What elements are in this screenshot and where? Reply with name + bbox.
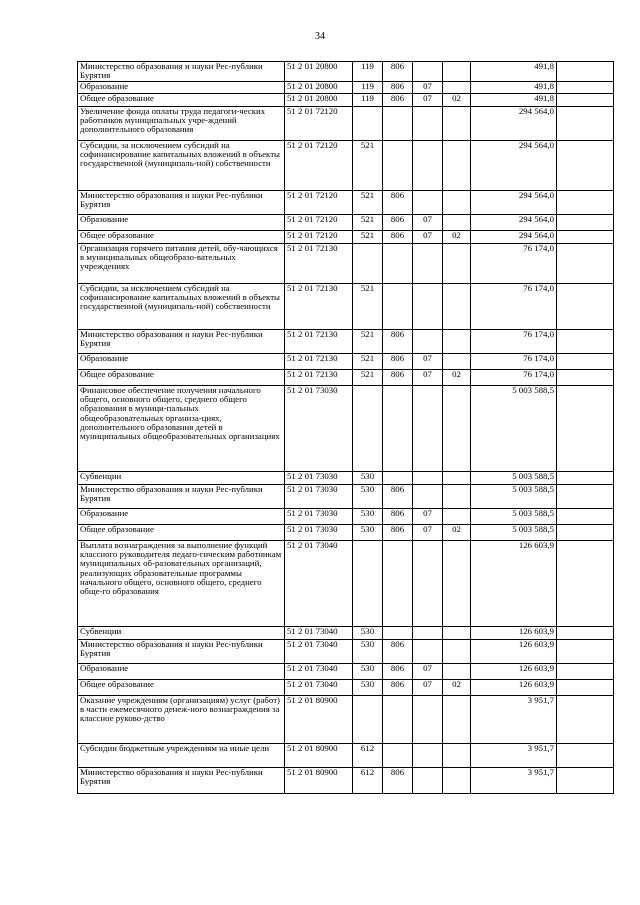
empty-cell bbox=[557, 768, 614, 794]
target-article-code-cell: 51 2 01 73040 bbox=[285, 541, 353, 627]
section-code-cell bbox=[413, 386, 443, 472]
expense-type-code-cell: 530 bbox=[353, 627, 383, 640]
empty-cell bbox=[557, 330, 614, 354]
table-row bbox=[78, 664, 614, 680]
administrator-code-cell bbox=[383, 696, 413, 744]
subsection-code-cell bbox=[443, 696, 471, 744]
table-row bbox=[78, 680, 614, 696]
target-article-code-cell: 51 2 01 72120 bbox=[285, 107, 353, 141]
target-article-code-cell: 51 2 01 80900 bbox=[285, 696, 353, 744]
target-article-code-cell: 51 2 01 72120 bbox=[285, 231, 353, 244]
item-name-cell: Министерство образования и науки Рес-публики Бурятия bbox=[78, 330, 285, 354]
target-article-code-cell: 51 2 01 73030 bbox=[285, 509, 353, 525]
amount-cell: 294 564,0 bbox=[471, 231, 557, 244]
table-row bbox=[78, 370, 614, 386]
subsection-code-cell bbox=[443, 627, 471, 640]
section-code-cell bbox=[413, 284, 443, 330]
administrator-code-cell: 806 bbox=[383, 215, 413, 231]
item-name-cell: Образование bbox=[78, 82, 285, 94]
item-name-cell: Общее образование bbox=[78, 680, 285, 696]
subsection-code-cell bbox=[443, 191, 471, 215]
subsection-code-cell bbox=[443, 107, 471, 141]
administrator-code-cell: 806 bbox=[383, 231, 413, 244]
expense-type-code-cell: 530 bbox=[353, 472, 383, 485]
amount-cell: 76 174,0 bbox=[471, 370, 557, 386]
amount-cell: 491,8 bbox=[471, 82, 557, 94]
subsection-code-cell: 02 bbox=[443, 94, 471, 107]
administrator-code-cell bbox=[383, 472, 413, 485]
empty-cell bbox=[557, 62, 614, 82]
target-article-code-cell: 51 2 01 73040 bbox=[285, 640, 353, 664]
empty-cell bbox=[557, 541, 614, 627]
table-body bbox=[78, 62, 614, 794]
amount-cell: 3 951,7 bbox=[471, 768, 557, 794]
expense-type-code-cell: 521 bbox=[353, 141, 383, 191]
empty-cell bbox=[557, 244, 614, 284]
administrator-code-cell bbox=[383, 627, 413, 640]
table-row bbox=[78, 472, 614, 485]
section-code-cell bbox=[413, 696, 443, 744]
empty-cell bbox=[557, 231, 614, 244]
section-code-cell: 07 bbox=[413, 525, 443, 541]
empty-cell bbox=[557, 640, 614, 664]
amount-cell: 126 603,9 bbox=[471, 680, 557, 696]
item-name-cell: Министерство образования и науки Рес-публики Бурятия bbox=[78, 62, 285, 82]
target-article-code-cell: 51 2 01 80900 bbox=[285, 744, 353, 768]
table-row bbox=[78, 640, 614, 664]
table-row bbox=[78, 231, 614, 244]
expense-type-code-cell: 521 bbox=[353, 231, 383, 244]
item-name-cell: Оказание учреждениям (организациям) услуг (работ) в части ежемесячного денеж-ного вознаграждения за классное руково-дство bbox=[78, 696, 285, 744]
item-name-cell: Субвенции bbox=[78, 472, 285, 485]
target-article-code-cell: 51 2 01 80900 bbox=[285, 768, 353, 794]
administrator-code-cell: 806 bbox=[383, 525, 413, 541]
subsection-code-cell: 02 bbox=[443, 525, 471, 541]
subsection-code-cell bbox=[443, 141, 471, 191]
subsection-code-cell bbox=[443, 485, 471, 509]
amount-cell: 76 174,0 bbox=[471, 244, 557, 284]
target-article-code-cell: 51 2 01 73030 bbox=[285, 472, 353, 485]
amount-cell: 76 174,0 bbox=[471, 284, 557, 330]
target-article-code-cell: 51 2 01 72130 bbox=[285, 330, 353, 354]
empty-cell bbox=[557, 215, 614, 231]
empty-cell bbox=[557, 525, 614, 541]
subsection-code-cell bbox=[443, 244, 471, 284]
subsection-code-cell bbox=[443, 472, 471, 485]
item-name-cell: Организация горячего питания детей, обу-чающихся в муниципальных общеобразо-вательных учреждениях bbox=[78, 244, 285, 284]
administrator-code-cell bbox=[383, 107, 413, 141]
target-article-code-cell: 51 2 01 73040 bbox=[285, 627, 353, 640]
section-code-cell: 07 bbox=[413, 94, 443, 107]
target-article-code-cell: 51 2 01 20800 bbox=[285, 94, 353, 107]
subsection-code-cell bbox=[443, 640, 471, 664]
amount-cell: 294 564,0 bbox=[471, 191, 557, 215]
subsection-code-cell: 02 bbox=[443, 370, 471, 386]
item-name-cell: Субвенции bbox=[78, 627, 285, 640]
item-name-cell: Министерство образования и науки Рес-публики Бурятия bbox=[78, 191, 285, 215]
expense-type-code-cell: 521 bbox=[353, 370, 383, 386]
section-code-cell bbox=[413, 627, 443, 640]
subsection-code-cell bbox=[443, 768, 471, 794]
item-name-cell: Образование bbox=[78, 509, 285, 525]
item-name-cell: Министерство образования и науки Рес-публики Бурятия bbox=[78, 640, 285, 664]
table-row bbox=[78, 525, 614, 541]
administrator-code-cell: 806 bbox=[383, 330, 413, 354]
administrator-code-cell bbox=[383, 141, 413, 191]
target-article-code-cell: 51 2 01 73030 bbox=[285, 525, 353, 541]
amount-cell: 491,8 bbox=[471, 94, 557, 107]
item-name-cell: Субсидии, за исключением субсидий на софинансирование капитальных вложений в объекты государственной (муниципаль-ной) собственности bbox=[78, 284, 285, 330]
administrator-code-cell bbox=[383, 541, 413, 627]
empty-cell bbox=[557, 284, 614, 330]
amount-cell: 5 003 588,5 bbox=[471, 525, 557, 541]
expense-type-code-cell: 530 bbox=[353, 485, 383, 509]
section-code-cell bbox=[413, 191, 443, 215]
table-row bbox=[78, 284, 614, 330]
item-name-cell: Общее образование bbox=[78, 231, 285, 244]
table-row bbox=[78, 94, 614, 107]
expense-type-code-cell: 119 bbox=[353, 82, 383, 94]
section-code-cell bbox=[413, 472, 443, 485]
administrator-code-cell bbox=[383, 386, 413, 472]
target-article-code-cell: 51 2 01 72130 bbox=[285, 370, 353, 386]
empty-cell bbox=[557, 696, 614, 744]
table-row bbox=[78, 509, 614, 525]
expense-type-code-cell: 530 bbox=[353, 509, 383, 525]
amount-cell: 491,8 bbox=[471, 62, 557, 82]
table-row bbox=[78, 330, 614, 354]
table-row bbox=[78, 191, 614, 215]
item-name-cell: Финансовое обеспечение получения начального общего, основного общего, среднего общего образования в муници-пальных общеобразовательных организа-циях, дополнительного образования детей в муниципальных общеобразовательных организациях bbox=[78, 386, 285, 472]
target-article-code-cell: 51 2 01 72120 bbox=[285, 215, 353, 231]
empty-cell bbox=[557, 191, 614, 215]
amount-cell: 126 603,9 bbox=[471, 627, 557, 640]
item-name-cell: Образование bbox=[78, 664, 285, 680]
administrator-code-cell bbox=[383, 244, 413, 284]
administrator-code-cell: 806 bbox=[383, 191, 413, 215]
section-code-cell bbox=[413, 330, 443, 354]
expense-type-code-cell: 119 bbox=[353, 62, 383, 82]
administrator-code-cell: 806 bbox=[383, 94, 413, 107]
subsection-code-cell bbox=[443, 744, 471, 768]
subsection-code-cell bbox=[443, 215, 471, 231]
amount-cell: 5 003 588,5 bbox=[471, 472, 557, 485]
expense-type-code-cell: 521 bbox=[353, 191, 383, 215]
expense-type-code-cell bbox=[353, 386, 383, 472]
subsection-code-cell: 02 bbox=[443, 680, 471, 696]
subsection-code-cell bbox=[443, 664, 471, 680]
empty-cell bbox=[557, 107, 614, 141]
target-article-code-cell: 51 2 01 73030 bbox=[285, 386, 353, 472]
empty-cell bbox=[557, 509, 614, 525]
table-row bbox=[78, 354, 614, 370]
section-code-cell bbox=[413, 141, 443, 191]
administrator-code-cell: 806 bbox=[383, 62, 413, 82]
item-name-cell: Общее образование bbox=[78, 94, 285, 107]
table-row bbox=[78, 82, 614, 94]
amount-cell: 294 564,0 bbox=[471, 141, 557, 191]
item-name-cell: Образование bbox=[78, 354, 285, 370]
table-row bbox=[78, 244, 614, 284]
section-code-cell: 07 bbox=[413, 664, 443, 680]
amount-cell: 126 603,9 bbox=[471, 640, 557, 664]
target-article-code-cell: 51 2 01 72130 bbox=[285, 354, 353, 370]
expense-type-code-cell bbox=[353, 244, 383, 284]
amount-cell: 294 564,0 bbox=[471, 215, 557, 231]
amount-cell: 126 603,9 bbox=[471, 541, 557, 627]
section-code-cell: 07 bbox=[413, 354, 443, 370]
administrator-code-cell: 806 bbox=[383, 509, 413, 525]
subsection-code-cell bbox=[443, 284, 471, 330]
amount-cell: 5 003 588,5 bbox=[471, 485, 557, 509]
section-code-cell: 07 bbox=[413, 82, 443, 94]
amount-cell: 5 003 588,5 bbox=[471, 509, 557, 525]
empty-cell bbox=[557, 680, 614, 696]
section-code-cell bbox=[413, 62, 443, 82]
empty-cell bbox=[557, 370, 614, 386]
section-code-cell bbox=[413, 541, 443, 627]
administrator-code-cell: 806 bbox=[383, 82, 413, 94]
empty-cell bbox=[557, 82, 614, 94]
section-code-cell: 07 bbox=[413, 370, 443, 386]
subsection-code-cell bbox=[443, 82, 471, 94]
subsection-code-cell bbox=[443, 330, 471, 354]
expense-type-code-cell: 521 bbox=[353, 330, 383, 354]
empty-cell bbox=[557, 744, 614, 768]
table-row bbox=[78, 386, 614, 472]
item-name-cell: Образование bbox=[78, 215, 285, 231]
target-article-code-cell: 51 2 01 72120 bbox=[285, 191, 353, 215]
expense-type-code-cell bbox=[353, 541, 383, 627]
subsection-code-cell bbox=[443, 509, 471, 525]
empty-cell bbox=[557, 386, 614, 472]
section-code-cell: 07 bbox=[413, 215, 443, 231]
expense-type-code-cell: 612 bbox=[353, 768, 383, 794]
item-name-cell: Субсидии бюджетным учреждениям на иные цели bbox=[78, 744, 285, 768]
expense-type-code-cell: 521 bbox=[353, 284, 383, 330]
target-article-code-cell: 51 2 01 73040 bbox=[285, 680, 353, 696]
amount-cell: 76 174,0 bbox=[471, 354, 557, 370]
table-row bbox=[78, 696, 614, 744]
administrator-code-cell: 806 bbox=[383, 768, 413, 794]
item-name-cell: Общее образование bbox=[78, 525, 285, 541]
item-name-cell: Министерство образования и науки Рес-публики Бурятия bbox=[78, 768, 285, 794]
expense-type-code-cell: 530 bbox=[353, 680, 383, 696]
item-name-cell: Выплата вознаграждения за выполнение функций классного руководителя педаго-гическим работникам муниципальных об-разовательных организаций, реализующих образовательные программы начального общего, основного общего, среднего обще-го образования bbox=[78, 541, 285, 627]
section-code-cell bbox=[413, 107, 443, 141]
table-row bbox=[78, 62, 614, 82]
target-article-code-cell: 51 2 01 72130 bbox=[285, 244, 353, 284]
table-row bbox=[78, 141, 614, 191]
subsection-code-cell bbox=[443, 541, 471, 627]
table-row bbox=[78, 744, 614, 768]
amount-cell: 76 174,0 bbox=[471, 330, 557, 354]
empty-cell bbox=[557, 354, 614, 370]
expense-type-code-cell: 612 bbox=[353, 744, 383, 768]
empty-cell bbox=[557, 664, 614, 680]
administrator-code-cell bbox=[383, 284, 413, 330]
table-row bbox=[78, 541, 614, 627]
item-name-cell: Субсидии, за исключением субсидий на софинансирование капитальных вложений в объекты государственной (муниципаль-ной) собственности bbox=[78, 141, 285, 191]
target-article-code-cell: 51 2 01 72120 bbox=[285, 141, 353, 191]
expense-type-code-cell: 530 bbox=[353, 664, 383, 680]
amount-cell: 3 951,7 bbox=[471, 744, 557, 768]
section-code-cell bbox=[413, 640, 443, 664]
table-row bbox=[78, 215, 614, 231]
administrator-code-cell: 806 bbox=[383, 354, 413, 370]
budget-table bbox=[77, 61, 614, 794]
item-name-cell: Министерство образования и науки Рес-публики Бурятия bbox=[78, 485, 285, 509]
expense-type-code-cell bbox=[353, 107, 383, 141]
amount-cell: 3 951,7 bbox=[471, 696, 557, 744]
administrator-code-cell: 806 bbox=[383, 485, 413, 509]
expense-type-code-cell: 530 bbox=[353, 640, 383, 664]
expense-type-code-cell: 119 bbox=[353, 94, 383, 107]
empty-cell bbox=[557, 141, 614, 191]
target-article-code-cell: 51 2 01 73040 bbox=[285, 664, 353, 680]
table-row bbox=[78, 107, 614, 141]
target-article-code-cell: 51 2 01 73030 bbox=[285, 485, 353, 509]
target-article-code-cell: 51 2 01 72130 bbox=[285, 284, 353, 330]
table-row bbox=[78, 768, 614, 794]
expense-type-code-cell bbox=[353, 696, 383, 744]
subsection-code-cell: 02 bbox=[443, 231, 471, 244]
administrator-code-cell: 806 bbox=[383, 640, 413, 664]
expense-type-code-cell: 530 bbox=[353, 525, 383, 541]
empty-cell bbox=[557, 472, 614, 485]
section-code-cell: 07 bbox=[413, 680, 443, 696]
amount-cell: 294 564,0 bbox=[471, 107, 557, 141]
section-code-cell: 07 bbox=[413, 231, 443, 244]
expense-type-code-cell: 521 bbox=[353, 215, 383, 231]
table-row bbox=[78, 485, 614, 509]
section-code-cell: 07 bbox=[413, 509, 443, 525]
amount-cell: 5 003 588,5 bbox=[471, 386, 557, 472]
target-article-code-cell: 51 2 01 20800 bbox=[285, 82, 353, 94]
administrator-code-cell bbox=[383, 744, 413, 768]
amount-cell: 126 603,9 bbox=[471, 664, 557, 680]
subsection-code-cell bbox=[443, 354, 471, 370]
table-row bbox=[78, 627, 614, 640]
section-code-cell bbox=[413, 244, 443, 284]
subsection-code-cell bbox=[443, 386, 471, 472]
empty-cell bbox=[557, 627, 614, 640]
section-code-cell bbox=[413, 485, 443, 509]
empty-cell bbox=[557, 485, 614, 509]
administrator-code-cell: 806 bbox=[383, 370, 413, 386]
item-name-cell: Увеличение фонда оплаты труда педагоги-ческих работников муниципальных учре-ждений дополнительного образования bbox=[78, 107, 285, 141]
section-code-cell bbox=[413, 768, 443, 794]
page-number: 34 bbox=[315, 31, 325, 42]
target-article-code-cell: 51 2 01 20800 bbox=[285, 62, 353, 82]
expense-type-code-cell: 521 bbox=[353, 354, 383, 370]
administrator-code-cell: 806 bbox=[383, 664, 413, 680]
administrator-code-cell: 806 bbox=[383, 680, 413, 696]
empty-cell bbox=[557, 94, 614, 107]
subsection-code-cell bbox=[443, 62, 471, 82]
section-code-cell bbox=[413, 744, 443, 768]
item-name-cell: Общее образование bbox=[78, 370, 285, 386]
